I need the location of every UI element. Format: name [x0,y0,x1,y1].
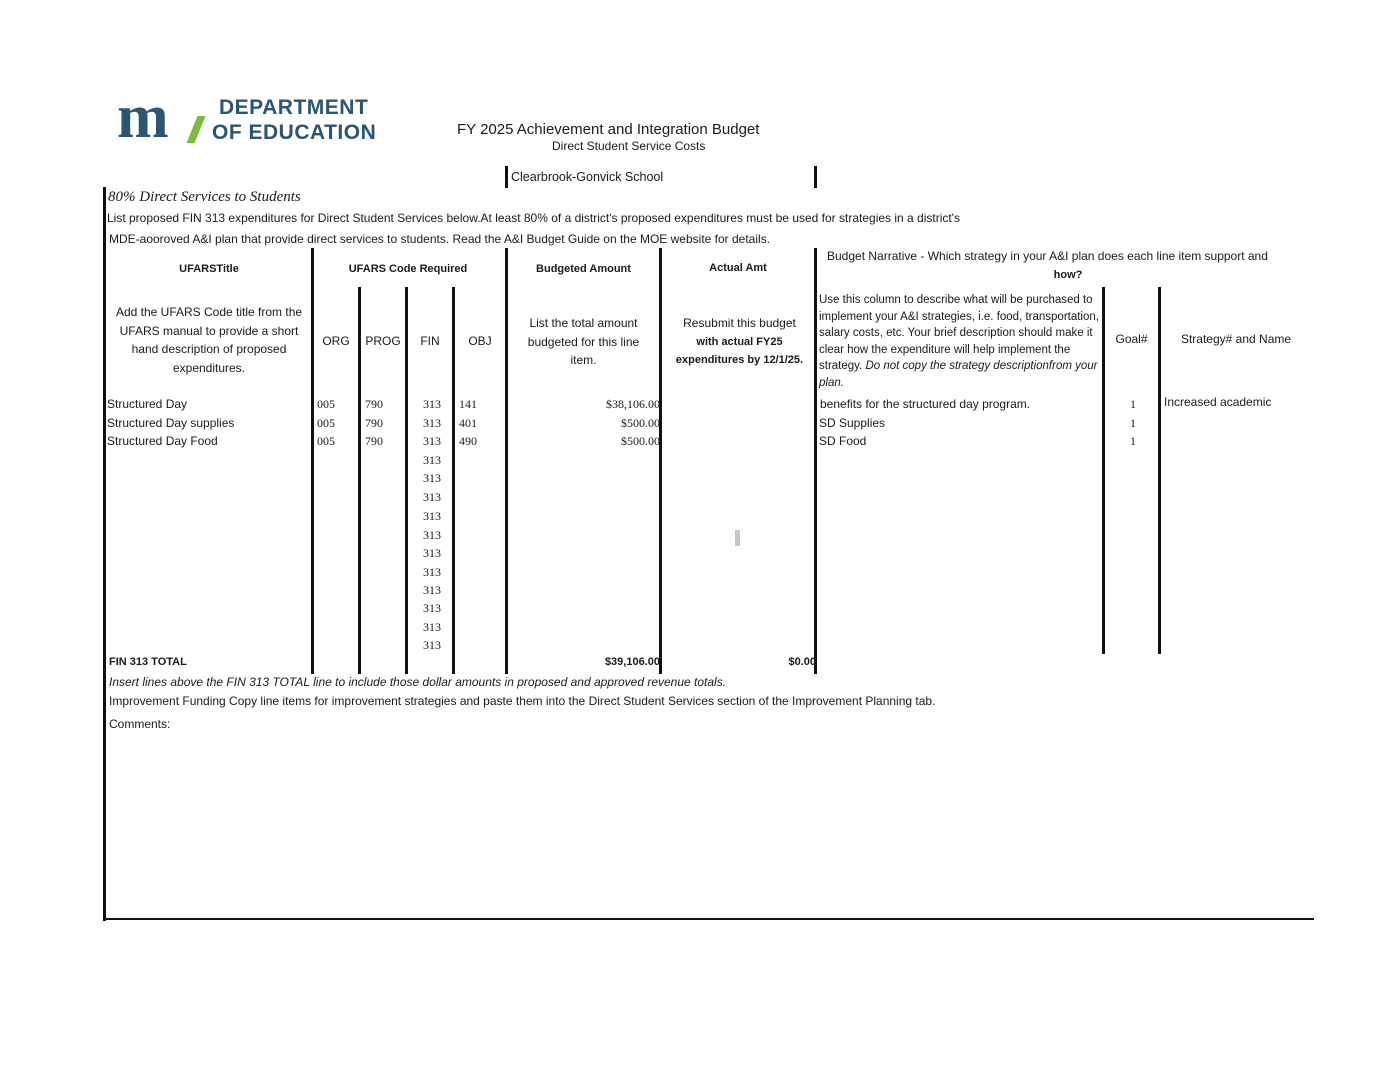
divider-budget-actual [659,248,662,674]
empty-row-fin[interactable]: 313 [423,620,441,634]
logo-line-department: DEPARTMENT [219,96,369,119]
empty-row-fin[interactable]: 313 [423,565,441,579]
budget-amount-description: List the total amount budgeted for this line item. [527,316,640,367]
row-goal[interactable]: 1 [1130,397,1136,411]
empty-row-fin[interactable]: 313 [423,471,441,485]
row-fin[interactable]: 313 [423,434,441,448]
section-title: 80% Direct Services to Students [108,189,301,205]
comments-label: Comments: [109,717,171,731]
row-prog[interactable]: 790 [365,397,383,411]
instruction-line-2: MDE-aooroved A&I plan that provide direct services to students. Read the A&I Budget Guide on the MOE website for details. [109,232,771,246]
ufars-title-description: Add the UFARS Code title from the UFARS manual to provide a short hand description of proposed expenditures. [115,305,303,375]
outer-left-border [103,187,106,921]
text-cursor-icon [735,530,740,546]
row-narrative[interactable]: SD Supplies [819,416,886,430]
instruction-line-1: List proposed FIN 313 expenditures for Direct Student Services below.At least 80% of a district's proposed expenditures must be used for strategies in a district's [107,211,961,225]
school-field-right-border [814,166,817,188]
total-actual: $0.00 [788,656,816,668]
row-obj[interactable]: 490 [459,434,477,448]
empty-row-fin[interactable]: 313 [423,583,441,597]
row-budgeted-amount[interactable]: $500.00 [621,416,660,430]
actual-amount-description: Resubmit this budget with actual FY25 expenditures by 12/1/25. [675,316,804,366]
row-ufars-title[interactable]: Structured Day Food [107,434,218,448]
row-budgeted-amount[interactable]: $500.00 [621,434,660,448]
header-budgeted-amount: Budgeted Amount [536,263,631,275]
empty-row-fin[interactable]: 313 [423,490,441,504]
row-obj[interactable]: 401 [459,416,477,430]
header-ufars-code: UFARS Code Required [348,263,468,275]
mde-logo-mark: m [117,83,167,151]
school-field-left-border [505,166,508,188]
divider-title-code [311,248,314,674]
total-budgeted: $39,106.00 [604,656,660,668]
page-title: FY 2025 Achievement and Integration Budget [457,121,760,138]
row-strategy[interactable]: Increased academic [1164,395,1272,409]
row-narrative[interactable]: SD Food [819,434,867,448]
row-budgeted-amount[interactable]: $38,106.00 [606,397,660,411]
improvement-funding-note: Improvement Funding Copy line items for improvement strategies and paste them into the Direct Student Services section of the Improvement Planning tab. [109,694,936,708]
row-fin[interactable]: 313 [423,397,441,411]
header-strategy: Strategy# and Name [1180,332,1292,346]
total-label: FIN 313 TOTAL [109,656,187,668]
logo-line-of-education: OF EDUCATION [212,121,377,144]
header-fin: FIN [420,334,440,348]
header-obj: OBJ [468,334,492,348]
row-prog[interactable]: 790 [365,416,383,430]
divider-actual-narrative [814,248,817,674]
empty-row-fin[interactable]: 313 [423,528,441,542]
logo-slash-icon [187,116,206,143]
row-fin[interactable]: 313 [423,416,441,430]
row-ufars-title[interactable]: Structured Day [107,397,188,411]
outer-bottom-border [103,918,1314,920]
row-narrative[interactable]: benefits for the structured day program. [820,397,1031,411]
header-ufars-title: UFARSTitle [179,263,239,275]
header-budget-narrative-how: how? [1053,269,1083,281]
row-org[interactable]: 005 [317,397,335,411]
empty-row-fin[interactable]: 313 [423,638,441,652]
narrative-description: Use this column to describe what will be purchased to implement your A&I strategies, i.e. food, transportation, salary costs, etc. Your brief description should make it clear how the expenditure will help implement the strategy. Do not copy the strategy descriptionfrom your plan. [819,294,1099,389]
row-prog[interactable]: 790 [365,434,383,448]
empty-row-fin[interactable]: 313 [423,509,441,523]
row-org[interactable]: 005 [317,434,335,448]
row-obj[interactable]: 141 [459,397,477,411]
header-budget-narrative: Budget Narrative - Which strategy in your A&I plan does each line item support and [827,249,1268,263]
comments-field[interactable] [109,736,1309,914]
row-org[interactable]: 005 [317,416,335,430]
header-actual-amount: Actual Amt [709,262,767,274]
row-ufars-title[interactable]: Structured Day supplies [107,416,235,430]
empty-row-fin[interactable]: 313 [423,546,441,560]
header-goal: Goal# [1115,332,1148,346]
insert-lines-note: Insert lines above the FIN 313 TOTAL line to include those dollar amounts in proposed and approved revenue totals. [109,675,727,689]
header-prog: PROG [365,334,401,348]
header-org: ORG [322,334,350,348]
row-goal[interactable]: 1 [1130,416,1136,430]
empty-row-fin[interactable]: 313 [423,601,441,615]
divider-code-budget [505,248,508,674]
page-subtitle: Direct Student Service Costs [552,139,706,153]
row-goal[interactable]: 1 [1130,434,1136,448]
empty-row-fin[interactable]: 313 [423,453,441,467]
school-name-field[interactable]: Clearbrook-Gonvick School [511,170,664,184]
